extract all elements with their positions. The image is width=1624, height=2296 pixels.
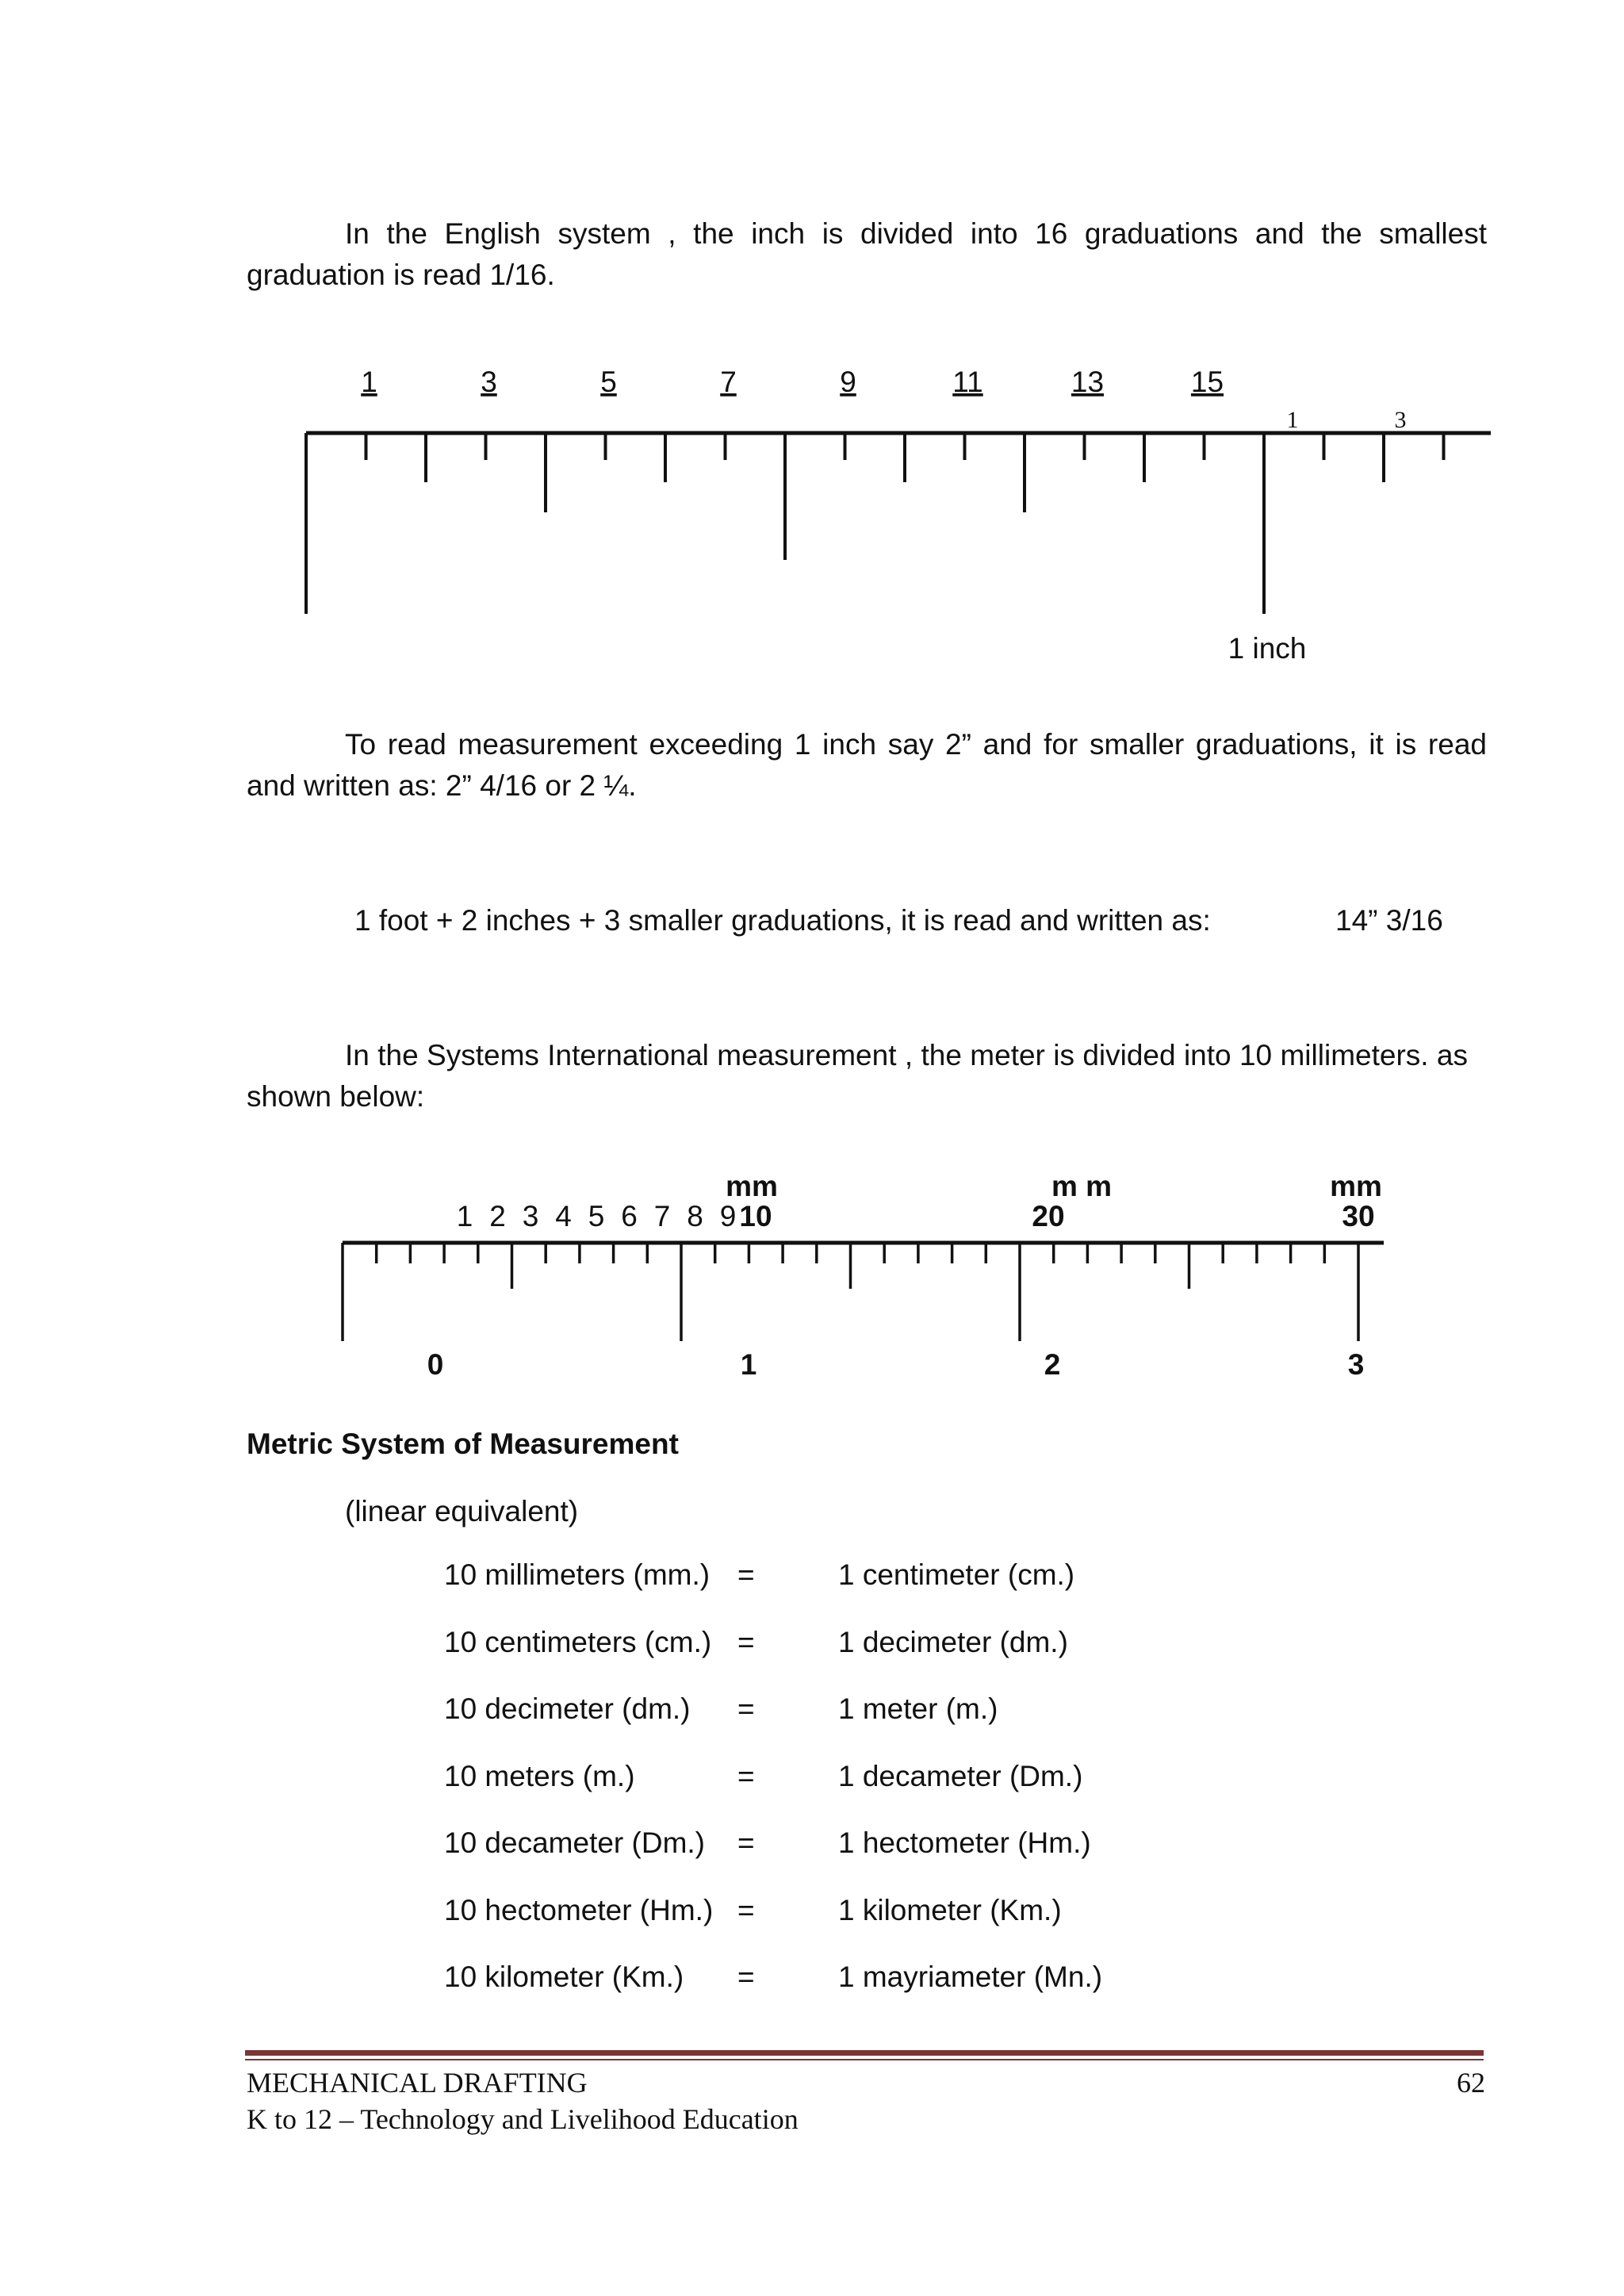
footer-subtitle: K to 12 – Technology and Livelihood Education bbox=[247, 2103, 799, 2135]
equivalent-left: 10 decameter (Dm.) bbox=[444, 1826, 705, 1859]
paragraph-exceeding-text: To read measurement exceeding 1 inch say 2” and for smaller graduations, it is read and written as: 2” 4/16 or 2 ¼. bbox=[247, 728, 1487, 802]
metric-subheading: (linear equivalent) bbox=[345, 1495, 579, 1527]
inch-label: 1 inch bbox=[1228, 632, 1307, 665]
mm-small-label: 7 bbox=[653, 1200, 671, 1232]
footer-rule bbox=[245, 2050, 1484, 2056]
mm-ten-label: 20 bbox=[1032, 1200, 1065, 1232]
equivalent-right: 1 kilometer (Km.) bbox=[838, 1893, 1062, 1926]
equivalent-left: 10 hectometer (Hm.) bbox=[444, 1893, 714, 1926]
mm-small-label: 2 bbox=[489, 1200, 506, 1232]
mm-small-label: 9 bbox=[719, 1200, 737, 1232]
inch-odd-label: 11 bbox=[952, 366, 983, 398]
equivalent-right: 1 decameter (Dm.) bbox=[838, 1759, 1083, 1792]
equivalent-right: 1 meter (m.) bbox=[838, 1692, 998, 1725]
inch-odd-label: 5 bbox=[600, 366, 617, 398]
equivalent-right: 1 mayriameter (Mn.) bbox=[838, 1961, 1103, 1993]
mm-cm-label: 1 bbox=[740, 1348, 757, 1381]
inch-odd-label: 13 bbox=[1071, 366, 1105, 398]
inch-odd-label: 7 bbox=[720, 366, 737, 398]
equals-sign: = bbox=[737, 1961, 755, 1993]
mm-ruler-cm-labels bbox=[427, 1348, 1365, 1381]
mm-ruler-unit-labels bbox=[726, 1170, 1382, 1202]
mm-ten-label: 10 bbox=[739, 1200, 772, 1232]
mm-cm-label: 3 bbox=[1347, 1348, 1365, 1381]
metric-heading: Metric System of Measurement bbox=[247, 1428, 679, 1460]
paragraph-si-text: In the Systems International measurement , the meter is divided into 10 millimeters. as shown below: bbox=[247, 1039, 1468, 1113]
mm-cm-label: 0 bbox=[427, 1348, 444, 1381]
equals-sign: = bbox=[737, 1826, 755, 1859]
mm-unit-label: m m bbox=[1051, 1170, 1113, 1202]
paragraph-foot-value: 14” 3/16 bbox=[1335, 904, 1443, 937]
mm-small-label: 5 bbox=[588, 1200, 605, 1232]
page-footer bbox=[247, 2064, 1485, 2137]
mm-cm-label: 2 bbox=[1044, 1348, 1061, 1381]
mm-small-label: 6 bbox=[621, 1200, 638, 1232]
mm-small-label: 8 bbox=[687, 1200, 703, 1232]
equals-sign: = bbox=[737, 1893, 755, 1926]
equals-sign: = bbox=[737, 1558, 755, 1591]
equivalent-left: 10 decimeter (dm.) bbox=[444, 1692, 691, 1725]
mm-ruler-ten-labels bbox=[739, 1200, 1374, 1232]
mm-small-label: 1 bbox=[456, 1200, 473, 1232]
equals-sign: = bbox=[737, 1759, 755, 1792]
equivalent-right: 1 decimeter (dm.) bbox=[838, 1625, 1068, 1658]
inch-odd-label: 1 bbox=[361, 366, 377, 398]
equivalent-left: 10 kilometer (Km.) bbox=[444, 1961, 684, 1993]
equals-sign: = bbox=[737, 1625, 755, 1658]
mm-ruler-ticks bbox=[343, 1243, 1358, 1341]
inch-odd-label: 15 bbox=[1190, 366, 1224, 398]
inch-overflow-label-3: 3 bbox=[1394, 407, 1407, 433]
inch-odd-label: 3 bbox=[481, 366, 497, 398]
equals-sign: = bbox=[737, 1692, 755, 1725]
mm-unit-label: mm bbox=[1330, 1170, 1382, 1202]
equivalent-left: 10 meters (m.) bbox=[444, 1759, 635, 1792]
paragraph-foot-text: 1 foot + 2 inches + 3 smaller graduations, it is read and written as: bbox=[354, 904, 1211, 937]
paragraph-english-text: In the English system , the inch is divided into 16 graduations and the smallest graduation is read 1/16. bbox=[247, 217, 1487, 291]
mm-small-label: 3 bbox=[522, 1200, 539, 1232]
mm-ten-label: 30 bbox=[1342, 1200, 1375, 1232]
equivalent-left: 10 millimeters (mm.) bbox=[444, 1558, 710, 1591]
equivalent-right: 1 hectometer (Hm.) bbox=[838, 1826, 1091, 1859]
footer-rule-thin bbox=[245, 2059, 1484, 2060]
footer-title: MECHANICAL DRAFTING bbox=[247, 2067, 588, 2099]
equivalent-left: 10 centimeters (cm.) bbox=[444, 1625, 712, 1658]
mm-small-label: 4 bbox=[555, 1200, 572, 1232]
inch-overflow-label-1: 1 bbox=[1286, 407, 1299, 433]
page-number: 62 bbox=[1457, 2067, 1485, 2099]
inch-odd-label: 9 bbox=[840, 366, 856, 398]
mm-unit-label: mm bbox=[726, 1170, 778, 1202]
equivalent-right: 1 centimeter (cm.) bbox=[838, 1558, 1075, 1591]
mm-ruler-small-labels bbox=[457, 1200, 737, 1232]
